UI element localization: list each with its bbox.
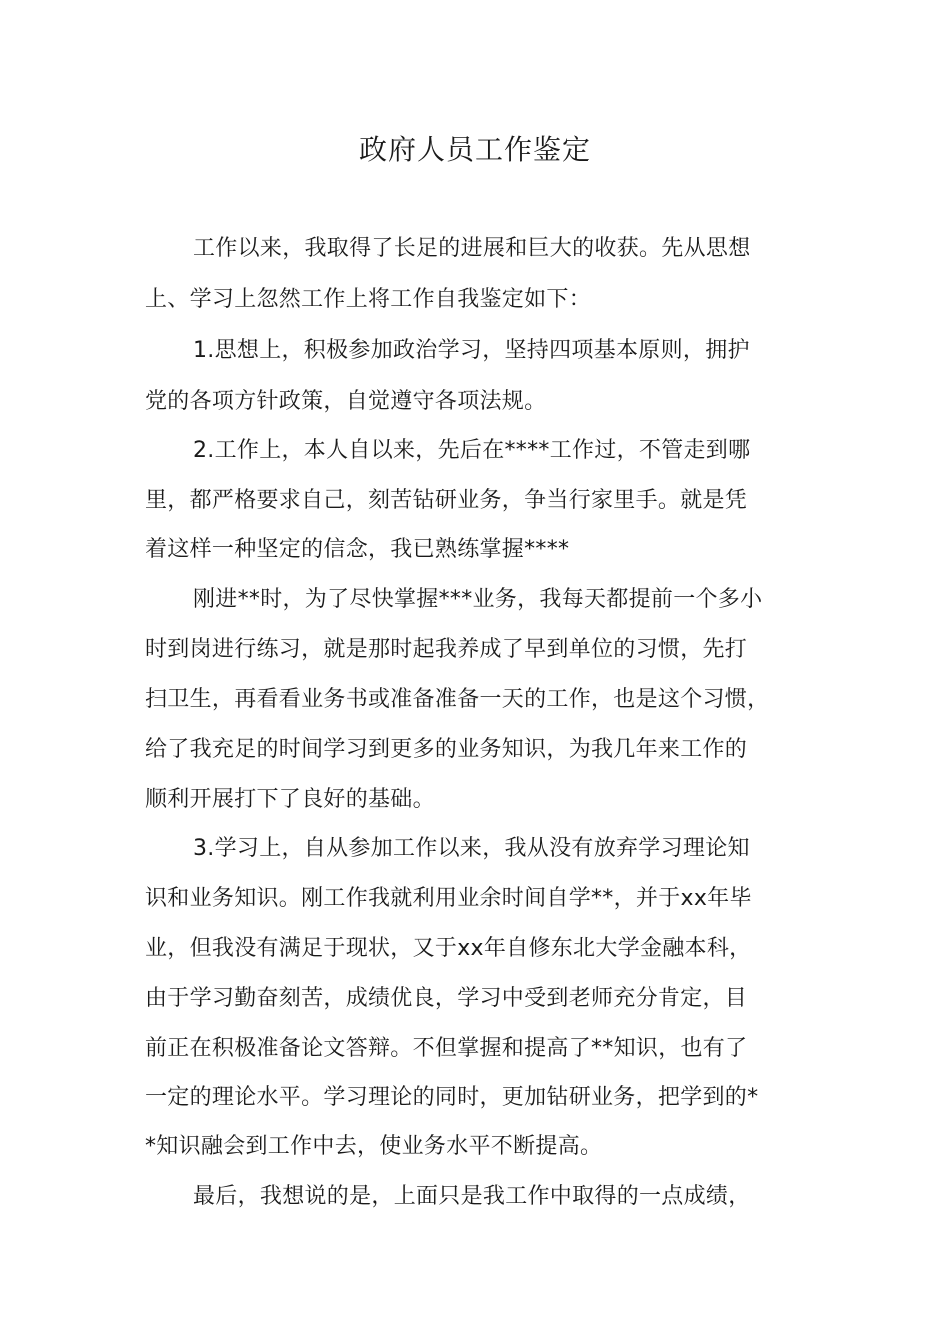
paragraph-line: 上、学习上忽然工作上将工作自我鉴定如下：: [145, 287, 592, 312]
paragraph-line: 一定的理论水平。学习理论的同时，更加钻研业务，把学到的*: [145, 1085, 759, 1110]
paragraph-line: 时到岗进行练习，就是那时起我养成了早到单位的习惯，先打: [145, 637, 748, 662]
paragraph-line: 着这样一种坚定的信念，我已熟练掌握****: [145, 537, 570, 562]
paragraph-line: 党的各项方针政策，自觉遵守各项法规。: [145, 389, 547, 414]
paragraph-line: *知识融会到工作中去，使业务水平不断提高。: [145, 1134, 603, 1159]
paragraph-line: 识和业务知识。刚工作我就利用业余时间自学**，并于xx年毕: [145, 886, 752, 911]
paragraph-line: 顺利开展打下了良好的基础。: [145, 787, 435, 812]
paragraph-line: 最后，我想说的是，上面只是我工作中取得的一点成绩，: [193, 1184, 751, 1209]
paragraph-line: 1.思想上，积极参加政治学习，坚持四项基本原则，拥护: [193, 338, 750, 363]
paragraph-line: 扫卫生，再看看业务书或准备准备一天的工作，也是这个习惯，: [145, 687, 770, 712]
paragraph-line: 里，都严格要求自己，刻苦钻研业务，争当行家里手。就是凭: [145, 488, 748, 513]
paragraph-line: 由于学习勤奋刻苦，成绩优良，学习中受到老师充分肯定，目: [145, 986, 748, 1011]
paragraph-line: 2.工作上，本人自以来，先后在****工作过，不管走到哪: [193, 438, 751, 463]
paragraph-line: 业，但我没有满足于现状，又于xx年自修东北大学金融本科，: [145, 936, 752, 961]
paragraph-line: 工作以来，我取得了长足的进展和巨大的收获。先从思想: [193, 236, 751, 261]
document-title: 政府人员工作鉴定: [358, 133, 591, 166]
paragraph-line: 刚进**时，为了尽快掌握***业务，我每天都提前一个多小: [193, 587, 763, 612]
paragraph-line: 3.学习上，自从参加工作以来，我从没有放弃学习理论知: [193, 836, 750, 861]
paragraph-line: 给了我充足的时间学习到更多的业务知识，为我几年来工作的: [145, 737, 748, 762]
paragraph-line: 前正在积极准备论文答辩。不但掌握和提高了**知识，也有了: [145, 1036, 748, 1061]
